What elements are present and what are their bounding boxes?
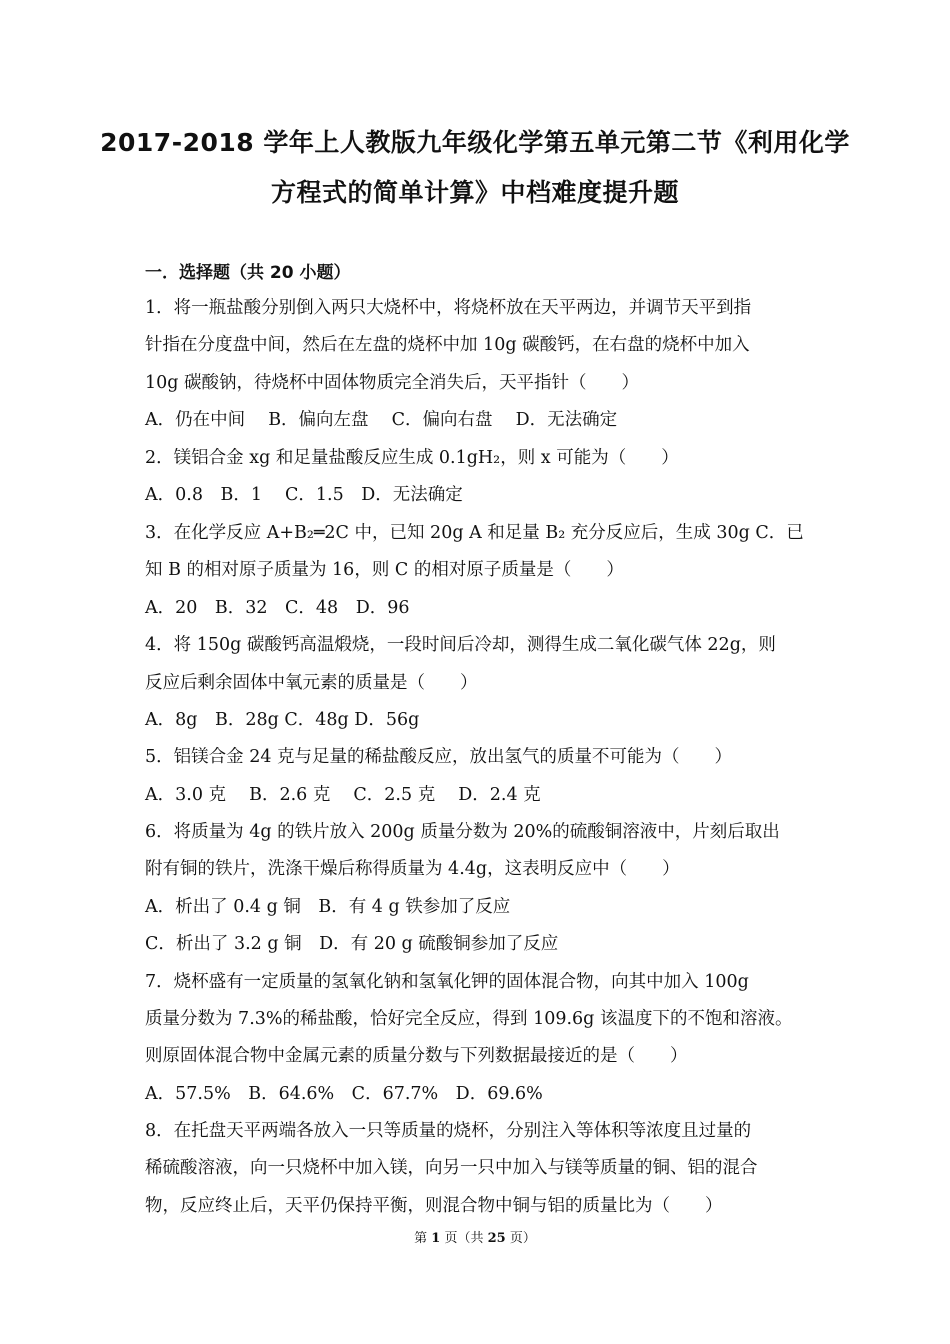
answer-options: A．仍在中间 B．偏向左盘 C．偏向右盘 D．无法确定 [145,410,618,430]
text-line: 2．镁铝合金 xg 和足量盐酸反应生成 0.1gH₂，则 x 可能为（ ） [145,448,679,468]
text-line: 针指在分度盘中间，然后在左盘的烧杯中加 10g 碳酸钙，在右盘的烧杯中加入 [145,335,750,355]
title-line-2: 方程式的简单计算》中档难度提升题 [270,178,679,207]
text-line: 4．将 150g 碳酸钙高温煅烧，一段时间后冷却，测得生成二氧化碳气体 22g，则 [145,635,776,655]
answer-options: A．57.5% B．64.6% C．67.7% D．69.6% [145,1084,543,1104]
text-line: 知 B 的相对原子质量为 16，则 C 的相对原子质量是（ ） [145,560,624,580]
text-line: 物，反应终止后，天平仍保持平衡，则混合物中铜与铝的质量比为（ ） [145,1196,723,1216]
total-pages: 25 [487,1231,506,1246]
answer-options: A．析出了 0.4 g 铜 B．有 4 g 铁参加了反应 [145,897,511,917]
answer-options: A．20 B．32 C．48 D．96 [145,598,410,618]
answer-options: A．3.0 克 B．2.6 克 C．2.5 克 D．2.4 克 [145,785,541,805]
text-line: 1．将一瓶盐酸分别倒入两只大烧杯中，将烧杯放在天平两边，并调节天平到指 [145,298,752,318]
footer-prefix: 第 [414,1231,432,1246]
text-line: 5．铝镁合金 24 克与足量的稀盐酸反应，放出氢气的质量不可能为（ ） [145,747,733,767]
page-footer [0,1227,950,1246]
text-line: 附有铜的铁片，洗涤干燥后称得质量为 4.4g，这表明反应中（ ） [145,859,680,879]
footer-suffix: 页） [505,1231,536,1246]
text-line: 稀硫酸溶液，向一只烧杯中加入镁，向另一只中加入与镁等质量的铜、铝的混合 [145,1158,758,1178]
answer-options: C．析出了 3.2 g 铜 D．有 20 g 硫酸铜参加了反应 [145,934,559,954]
text-line: 反应后剩余固体中氧元素的质量是（ ） [145,673,478,693]
answer-options: A．8g B．28g C．48g D．56g [145,710,420,730]
answer-options: A．0.8 B．1 C．1.5 D．无法确定 [145,485,463,505]
text-line: 6．将质量为 4g 的铁片放入 200g 质量分数为 20%的硫酸铜溶液中，片刻后取出 [145,822,780,842]
title-line-1: 2017-2018 学年上人教版九年级化学第五单元第二节《利用化学 [100,128,850,157]
text-line: 3．在化学反应 A+B₂═2C 中，已知 20g A 和足量 B₂ 充分反应后，生成 30g C．已 [145,523,804,543]
section-heading: 一．选择题（共 20 小题） [145,263,351,283]
text-line: 则原固体混合物中金属元素的质量分数与下列数据最接近的是（ ） [145,1046,688,1066]
footer-middle: 页（共 [440,1231,488,1246]
text-line: 8．在托盘天平两端各放入一只等质量的烧杯，分别注入等体积等浓度且过量的 [145,1121,752,1141]
text-line: 10g 碳酸钠，待烧杯中固体物质完全消失后，天平指针（ ） [145,373,640,393]
text-line: 质量分数为 7.3%的稀盐酸，恰好完全反应，得到 109.6g 该温度下的不饱和溶液。 [145,1009,793,1029]
current-page-number: 1 [431,1231,441,1246]
text-line: 7．烧杯盛有一定质量的氢氧化钠和氢氧化钾的固体混合物，向其中加入 100g [145,972,749,992]
